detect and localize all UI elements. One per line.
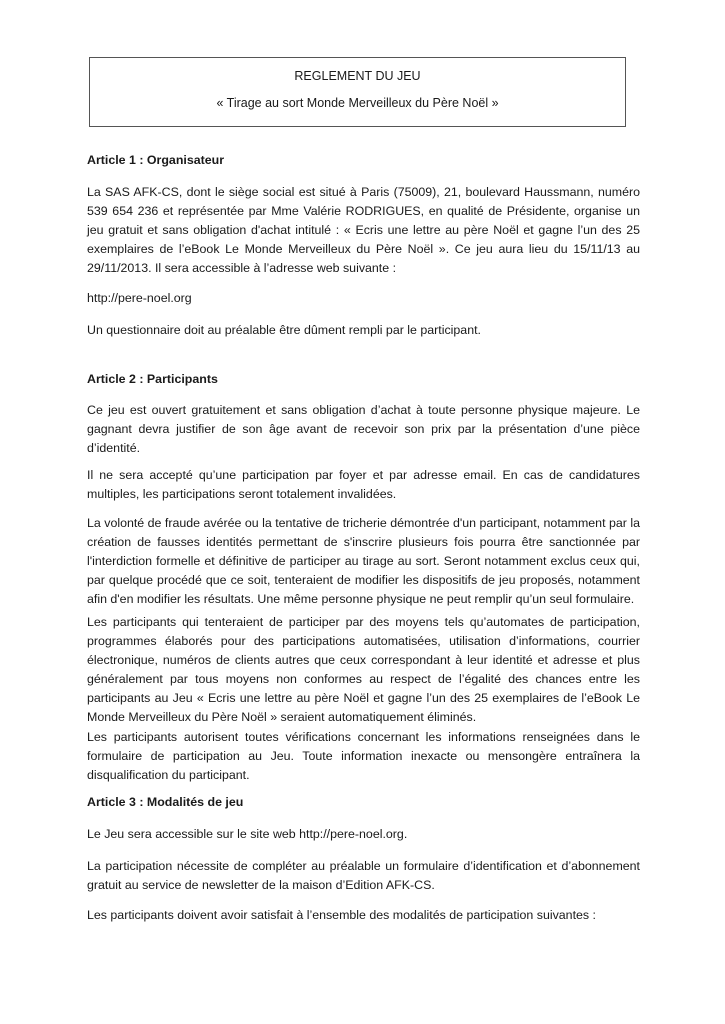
article-1-paragraph-2: Un questionnaire doit au préalable être dûment rempli par le participant.: [87, 323, 481, 337]
article-3-paragraph-1: Le Jeu sera accessible sur le site web http://pere-noel.org.: [87, 827, 408, 841]
article-1-paragraph-1: La SAS AFK-CS, dont le siège social est situé à Paris (75009), 21, boulevard Haussmann, numéro 539 654 236 et représentée par Mme Valérie RODRIGUES, en qualité de Présidente, organise un jeu gratuit et sans obligation d'achat intitulé : « Ecris une lettre au père Noël et gagne l’un des 25 exemplaires de l’eBook Le Monde Merveilleux du Père Noël ». Ce jeu aura lieu du 15/11/13 au 29/11/2013. Il sera accessible à l’adresse web suivante :: [87, 185, 640, 276]
document-subtitle: « Tirage au sort Monde Merveilleux du Père Noël »: [216, 96, 499, 110]
article-2-paragraph-2: Il ne sera accepté qu’une participation par foyer et par adresse email. En cas de candidatures multiples, les participations seront totalement invalidées.: [87, 468, 640, 502]
article-2-paragraph-5: Les participants autorisent toutes vérifications concernant les informations renseignées dans le formulaire de participation au Jeu. Toute information inexacte ou mensongère entraînera la disqualification du participant.: [87, 730, 640, 783]
article-2-heading: Article 2 : Participants: [87, 372, 218, 386]
title-box: [89, 57, 626, 127]
document-title: REGLEMENT DU JEU: [294, 69, 421, 83]
article-1-heading: Article 1 : Organisateur: [87, 153, 225, 167]
article-2-paragraph-4: Les participants qui tenteraient de participer par des moyens tels qu’automates de participation, programmes élaborés pour des participations automatisées, utilisation d’informations, courrier électronique, numéros de clients autres que ceux correspondant à leur identité et adresse et plus généralement par tous moyens non conformes au respect de l’égalité des chances entre les participants au Jeu « Ecris une lettre au père Noël et gagne l’un des 25 exemplaires de l’eBook Le Monde Merveilleux du Père Noël » seraient automatiquement éliminés.: [87, 615, 640, 725]
article-3-paragraph-3: Les participants doivent avoir satisfait à l’ensemble des modalités de participation suivantes :: [87, 908, 596, 922]
article-2-paragraph-3: La volonté de fraude avérée ou la tentative de tricherie démontrée d'un participant, notamment par la création de fausses identités permettant de s'inscrire plusieurs fois pourra être sanctionnée par l'interdiction formelle et définitive de participer au tirage au sort. Seront notamment exclus ceux qui, par quelque procédé que ce soit, tenteraient de modifier les dispositifs de jeu proposés, notamment afin d'en modifier les résultats. Une même personne physique ne peut remplir qu’un seul formulaire.: [87, 516, 640, 607]
article-3-heading: Article 3 : Modalités de jeu: [87, 795, 244, 809]
article-1-url: http://pere-noel.org: [87, 291, 192, 305]
article-2-paragraph-1: Ce jeu est ouvert gratuitement et sans obligation d’achat à toute personne physique majeure. Le gagnant devra justifier de son âge avant de recevoir son prix par la présentation d’une pièce d’identité.: [87, 403, 640, 456]
article-3-paragraph-2: La participation nécessite de compléter au préalable un formulaire d’identification et d’abonnement gratuit au service de newsletter de la maison d’Edition AFK-CS.: [87, 859, 640, 893]
